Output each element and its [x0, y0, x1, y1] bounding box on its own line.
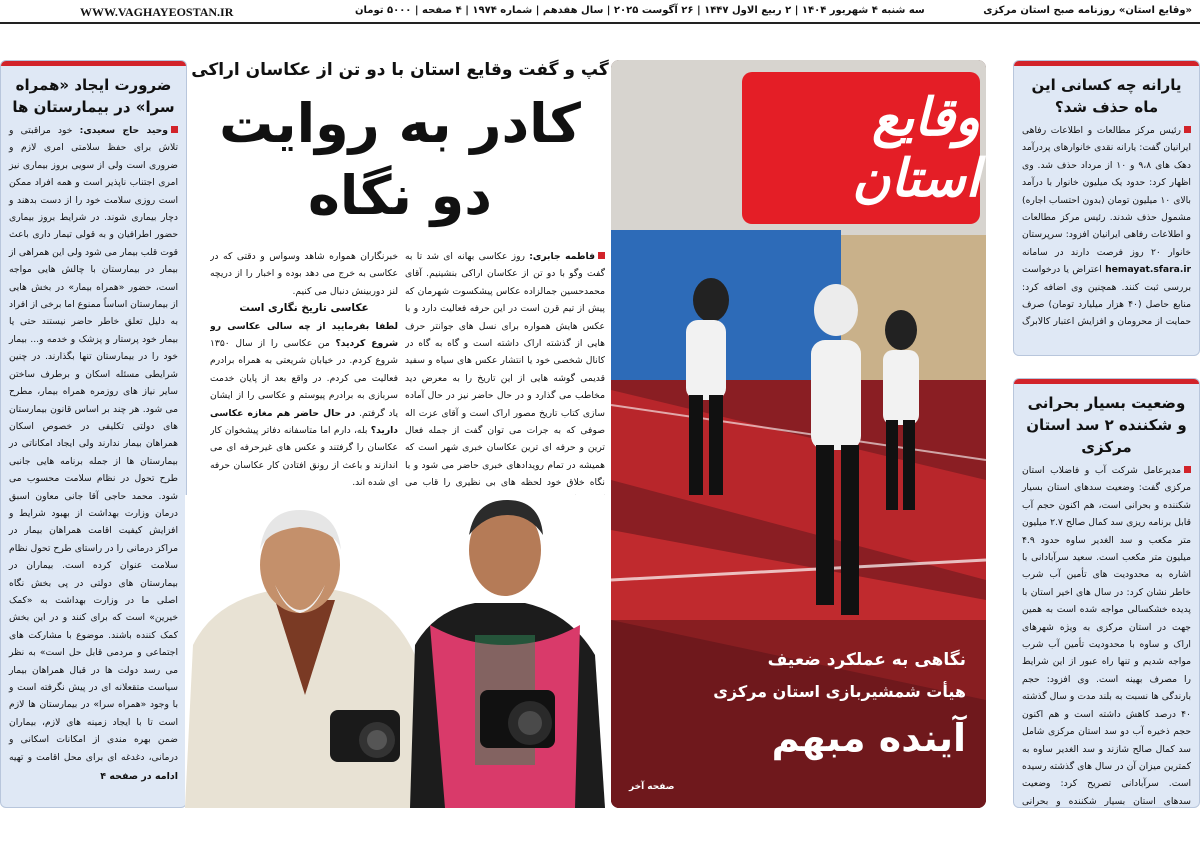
right-article-2-text: مدیرعامل شرکت آب و فاضلاب استان مرکزی گفت: وضعیت سدهای استان بسیار شکننده و بحرانی است، هم اکنون حجم آب قابل برنامه ریزی سد کمال صالح ۲.۷ میلیون متر مکعب و سد الغدیر ساوه حدود ۴.۹ میلیون متر مکعب است. سعید سرآبادانی با اشاره به محدودیت های تأمین آب شرب خاطر نشان کرد: در سال های اخیر استان با پدیده خشکسالی مواجه شده است به همین جهت در استان مرکزی به ویژه شهرهای اراک و ساوه با محدودیت تأمین آب شرب مواجه شدیم و تنها راه عبور از این شرایط را مصرف بهینه است. وی افزود: حجم بارندگی ها نسبت به بلند مدت و سال گذشته ۴۰ درصد کاهش داشته است و هم اکنون حجم ذخیره آب دو سد استان مرکزی شامل سد کمال صالح شازند و سد الغدیر ساوه به کمترین میزان آن در سال های گذشته رسیده است. سرآبادانی تصریح کرد: وضعیت سدهای استان بسیار شکننده و بحرانی — [1022, 465, 1192, 807]
cover-headline: آینده مبهم — [771, 716, 966, 760]
interview-col-left-text: خبرنگاران همواره شاهد وسواس و دقتی که در عکاسی به خرج می دهد بوده و اخبار را از دریچه لنز دوربینش دنبال می کنیم. — [210, 251, 398, 297]
right-article-box-1 — [1013, 60, 1200, 356]
right-article-2-title: وضعیت بسیار بحرانی و شکننده ۲ سد استان مرکزی — [1026, 394, 1187, 456]
bullet-icon — [1184, 126, 1191, 133]
right-article-1-title: یارانه چه کسانی این ماه حذف شد؟ — [1031, 76, 1182, 116]
cover-page-ref[interactable]: صفحه آخر — [629, 782, 675, 792]
issue-date-line: سه شنبه ۴ شهریور ۱۴۰۴ | ۲ ربیع الاول ۱۴۴۷ | ۲۶ آگوست ۲۰۲۵ | سال هفدهم | شماره ۱۹۷۴ | ۴ صفحه | ۵۰۰۰ تومان — [355, 5, 925, 16]
bullet-icon — [1184, 466, 1191, 473]
interview-question-1: لطفا بفرمایید از چه سالی عکاسی رو شروع کردید؟ — [210, 320, 398, 350]
interview-kicker: گپ و گفت وقایع استان با دو تن از عکاسان اراکی — [191, 60, 609, 80]
left-article-box — [0, 60, 187, 808]
headline-line-1: کادر به روایت — [219, 92, 581, 155]
right-article-1-text-2: اعتراض یا درخواست بررسی ثبت کنند. همچنین وی اضافه کرد: منابع حاصل (۴۰ هزار میلیارد تومان) صرف حمایت از محرومان و افزایش اعتبار کالابرگ — [1022, 264, 1192, 328]
left-article-title: ضرورت ایجاد «همراه سرا» در بیمارستان ها — [12, 76, 175, 116]
cover-kicker: نگاهی به عملکرد ضعیف — [767, 650, 966, 670]
interview-answer-1: من عکاسی را از سال ۱۳۵۰ شروع کردم. در خیابان شریعتی به همراه برادرم فعالیت می کردم. در واقع بعد از پایان خدمت سربازی به برادرم پیوستم و عکاسی را از ایشان یاد گرفتم. — [210, 338, 398, 419]
right-article-2-body — [1014, 462, 1199, 808]
top-bar — [0, 0, 1200, 24]
left-article-author: وحید حاج سعیدی: — [79, 125, 169, 136]
masthead-tagline: «وقایع استان» روزنامه صبح استان مرکزی — [983, 5, 1192, 16]
cover-photo — [611, 60, 986, 808]
left-article-text: خود مراقبتی و تلاش برای حفظ سلامتی امری لازم و ضروری است ولی از سویی بروز بیماری نیز امری اجتناب ناپذیر است و همه افراد ممکن است روزی سلامت خود را از دست بدهند و دچار بیماری شوند. در شرایط بروز بیماری حضور اطرافیان و به قولی تیمار داری باعث قوت قلب بیمار می شود ولی این همراهی از بیمار در بیمارستان با چالش هایی مواجه است، حضور «همراه بیمار» در بخش هایی از بیمارستان اساساً ممنوع اما برخی از افراد به دلیل تعلق خاطر حاضر نیستند حتی یا بیمار خود پرستار و پزشک و خدمه و... بیمار خود را در بیمارستان تنها بگذارند. در چنین شرایطی مسئله اسکان و برطرف ساختن سایر نیاز های روزمره همراه بیمار، مطرح می شود. هر چند بر اساس قانون بیمارستان های دولتی تکلیفی در خصوص اسکان همراهان بیمار ندارند ولی ایجاد امکاناتی در بیمارستان ها از جمله برنامه هایی جانبی طرح تحول در نظام سلامت محسوب می شود. محمد حاجی آقا جانی معاون اسبق درمان وزارت بهداشت از بهبود شرایط و افزایش کیفیت اقامت همراهان بیمار در مراکز درمانی را در راستای طرح تحول نظام سلامت عنوان کرده است. بیماران در بیمارستان های دولتی در پی بخش نگاه اصلی ما در وزارت بهداشت به «کمک خیرین» است که برای کنند و در این بخش کمک کننده باشند. موضوع با مشارکت های اجتماعی و مردمی قابل حل است» به نظر می رسد دولت ها در قبال همراهان بیمار سیاست متقعلانه ای در پیش نگرفته است و با وجود «همراه سرا» در بیمارستان ها لازم است تا با ایجاد زمینه های لازم، بیماران ضمن بهره مندی از امکانات اسکانی و درمانی، دغدغه ای برای محل اقامت و تهیه — [9, 125, 178, 763]
left-article-continued[interactable]: ادامه در صفحه ۴ — [100, 771, 178, 782]
interview-headline — [190, 88, 610, 232]
interview-author: فاطمه جابری: — [529, 251, 595, 262]
interview-intro-text: روز عکاسی بهانه ای شد تا به گفت وگو با دو تن از عکاسان اراکی بنشینیم. آقای محمدحسین جمالزاده عکاس پیشکسوت شهرمان که پیش از تیم قرن است در این حرفه فعالیت دارد و با عکس هایش همواره برای نسل های جوانتر حرف هایی از گذشته اراک داشته است و گاه به گاه در کانال شخصی خود یا انتشار عکس های سیاه و سفید قدیمی گوشه هایی از این تاریخ را به معرض دید مخاطب می گذارد و در حال حاضر نیز در حال آماده سازی کتاب تاریخ مصور اراک است و آقای عزت اله صوفی که به جرات می توان گفت از جمله فعال ترین و حرفه ای ترین عکاسان خبری شهر است که همیشه در تمام رویدادهای خبری حاضر می شود و با نگاه خلاق خود لحظه های بی نظیری را قاب می — [405, 251, 605, 489]
interview-question-2: در حال حاضر هم مغازه عکاسی دارید؟ — [210, 407, 398, 437]
interview-answer-2: بله، دارم اما متاسفانه دفاتر پیشخوان کار عکاسان را گرفتند و عکس های غیرحرفه ای می اندازند و باعث از رونق افتادن کار عکاسان حرفه ای شده اند. — [210, 425, 398, 489]
interview-column-right — [405, 248, 605, 496]
interview-subhead: عکاسی تاریخ نگاری است — [239, 302, 369, 315]
bullet-icon — [598, 252, 605, 259]
photographers-illustration — [185, 495, 605, 808]
photographers-portrait — [185, 495, 605, 808]
left-article-body — [1, 122, 186, 767]
interview-title-block — [190, 56, 610, 232]
cover-subtitle: هیأت شمشیربازی استان مرکزی — [713, 682, 966, 701]
red-accent-bar — [1, 61, 186, 66]
newspaper-logo[interactable]: وقایع استان — [742, 72, 980, 224]
headline-line-2: دو نگاه — [308, 164, 492, 227]
right-article-1-body — [1014, 122, 1199, 332]
bullet-icon — [171, 126, 178, 133]
subsidy-site-link[interactable]: hemayat.sfara.ir — [1105, 264, 1191, 276]
right-article-1-text: رئیس مرکز مطالعات و اطلاعات رفاهی ایرانیان گفت: یارانه نقدی خانوارهای پردرآمد دهک های ۹،۸ و ۱۰ از مرداد حذف شد. وی اظهار کرد: حدود یک میلیون خانوار با درآمد بالای ۱۰ میلیون تومان (بدون احتساب اجاره) مشمول حذف شدند. رئیس مرکز مطالعات و اطلاعات رفاهی ایرانیان افزود: سرپرستان خانوار ۲۰ روز فرصت دارند در سامانه — [1022, 125, 1191, 258]
red-accent-bar — [1014, 379, 1199, 384]
interview-column-left — [210, 248, 398, 496]
red-accent-bar — [1014, 61, 1199, 66]
website-url[interactable]: WWW.VAGHAYEOSTAN.IR — [80, 5, 234, 19]
right-article-box-2 — [1013, 378, 1200, 808]
